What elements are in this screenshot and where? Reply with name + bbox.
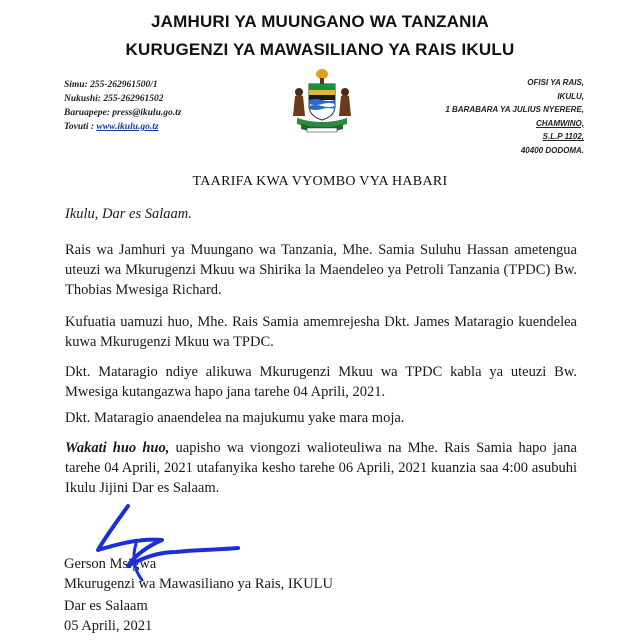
office-address-line: 1 BARABARA YA JULIUS NYERERE, (445, 105, 584, 114)
office-address-line: IKULU, (557, 91, 584, 101)
handwritten-signature-icon (88, 500, 258, 586)
office-address-line: CHAMWINO, (536, 118, 584, 128)
website-link[interactable]: www.ikulu.go.tz (96, 122, 159, 132)
office-address-line: 40400 DODOMA. (520, 145, 584, 155)
signoff-place: Dar es Salaam (64, 598, 148, 614)
document-title: TAARIFA KWA VYOMBO VYA HABARI (192, 174, 448, 189)
header-title-directorate: KURUGENZI YA MAWASILIANO YA RAIS IKULU (125, 40, 515, 59)
paragraph-3: Dkt. Mataragio ndiye alikuwa Mkurugenzi Mkuu wa TPDC kabla ya uteuzi Bw. Mwesiga kutangazwa hapo jana tarehe 04 Aprili, 2021. (65, 364, 577, 400)
header-title-republic: JAMHURI YA MUUNGANO WA TANZANIA (150, 12, 489, 31)
dateline: Ikulu, Dar es Salaam. (65, 206, 192, 222)
paragraph-5 (65, 438, 577, 498)
coat-of-arms-icon (285, 66, 359, 136)
phone-text: Simu: 255-262961500/1 (64, 80, 158, 90)
email-text: Baruapepe: press@ikulu.go.tz (64, 108, 182, 118)
contact-block (64, 78, 181, 134)
website-label: Tovuti : (64, 122, 97, 132)
signoff-date: 05 Aprili, 2021 (64, 618, 153, 634)
paragraph-1: Rais wa Jamhuri ya Muungano wa Tanzania, Mhe. Samia Suluhu Hassan ametengua uteuzi wa Mkurugenzi Mkuu wa Shirika la Maendeleo ya Petroli Tanzania (TPDC) Bw. Thobias Mwesiga Richard. (65, 242, 577, 298)
paragraph-2: Kufuatia uamuzi huo, Mhe. Rais Samia amemrejesha Dkt. James Mataragio kuendelea kuwa Mkurugenzi Mkuu wa TPDC. (65, 314, 577, 350)
website-row (64, 120, 181, 134)
office-address-line: OFISI YA RAIS, (527, 78, 584, 87)
paragraph-5-body: uapisho wa viongozi walioteuliwa na Mhe. Rais Samia hapo jana tarehe 04 Aprili, 2021 utafanyika kesho tarehe 06 Aprili, 2021 kuanzia saa 4:00 asubuhi Ikulu Jijini Dar es Salaam. (65, 440, 577, 496)
office-address (445, 76, 584, 157)
signatory-name: Gerson Msigwa (64, 556, 157, 572)
fax-text: Nukushi: 255-262961502 (64, 94, 164, 104)
signatory-position: Mkurugenzi wa Mawasiliano ya Rais, IKULU (64, 576, 333, 592)
paragraph-5-lead: Wakati huo huo, (65, 440, 170, 456)
office-address-line: S.L.P 1102, (542, 132, 584, 141)
paragraph-4: Dkt. Mataragio anaendelea na majukumu yake mara moja. (65, 410, 405, 426)
